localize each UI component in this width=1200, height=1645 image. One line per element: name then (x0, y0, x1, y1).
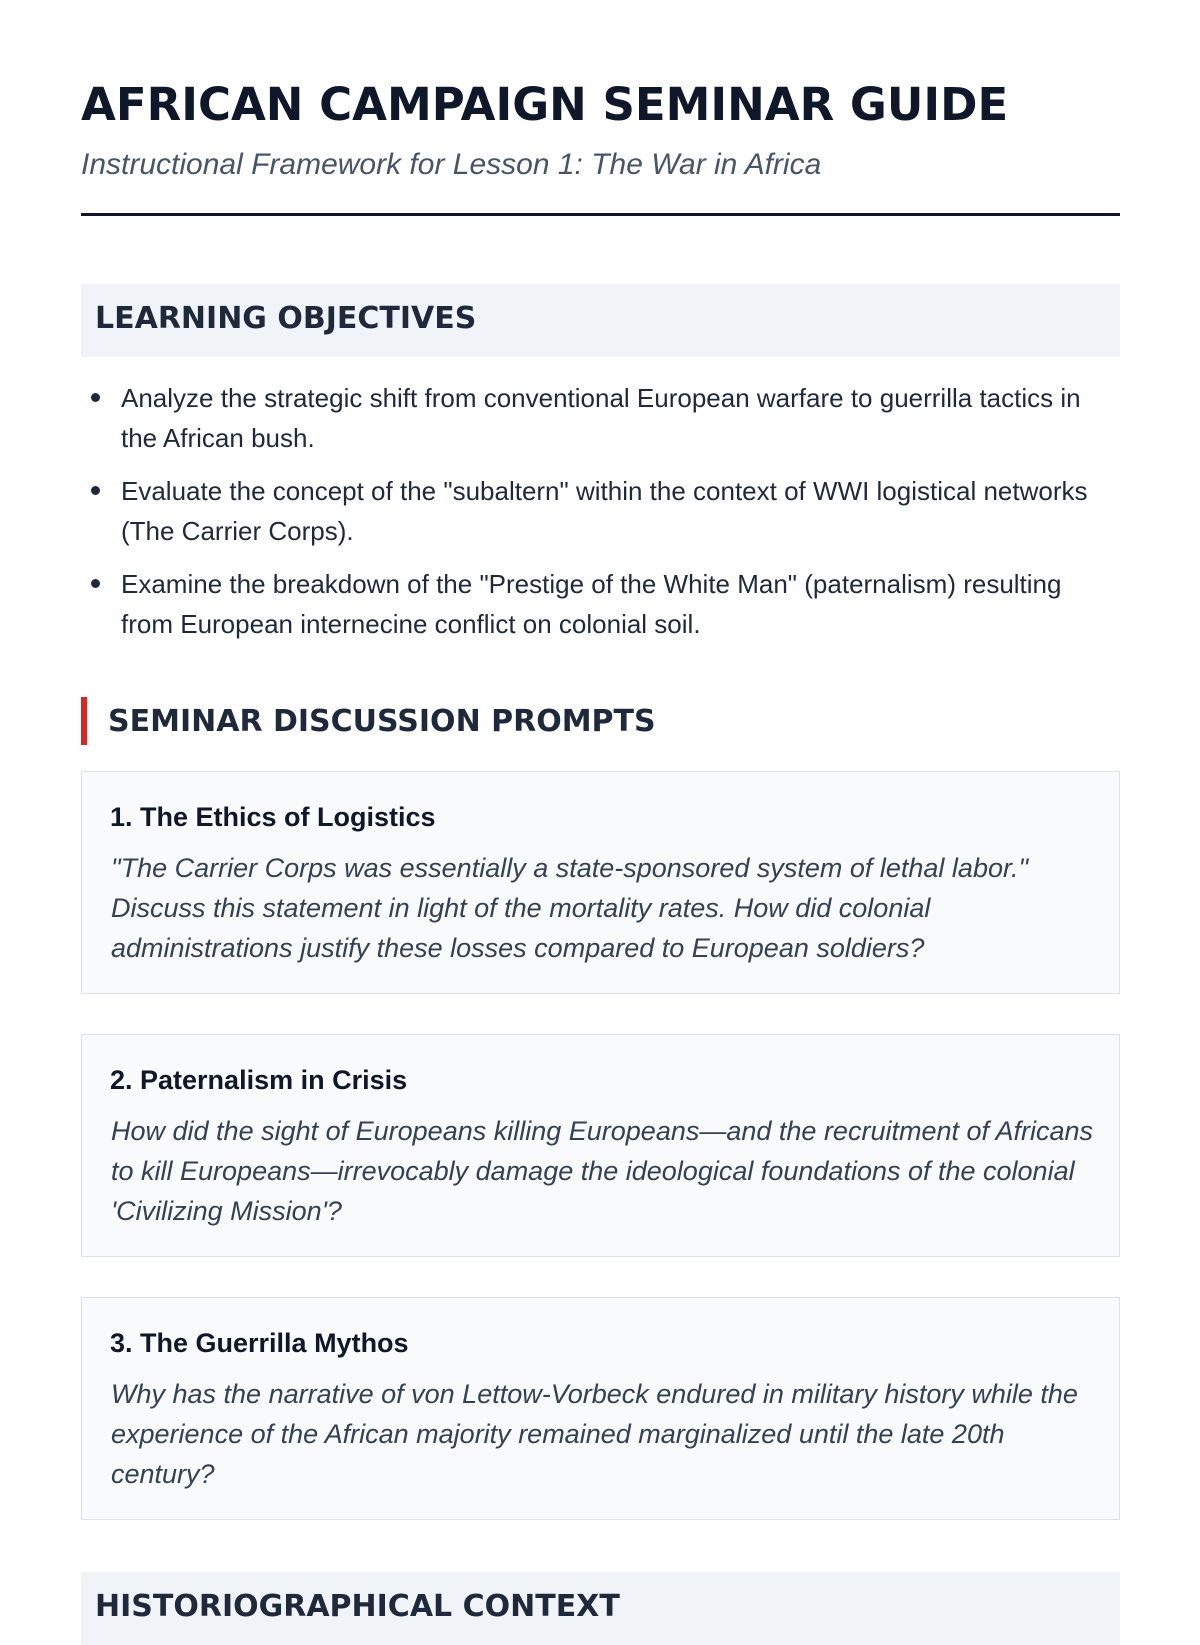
learning-objectives-heading: LEARNING OBJECTIVES (95, 301, 477, 336)
page-title: AFRICAN CAMPAIGN SEMINAR GUIDE (81, 78, 1009, 131)
list-item (81, 564, 1120, 644)
prompt-title: 2. Paternalism in Crisis (110, 1065, 408, 1095)
title-divider (81, 213, 1120, 216)
learning-objectives-header (81, 284, 1120, 357)
bullet-icon (91, 393, 100, 402)
prompt-text: Why has the narrative of von Lettow-Vorbeck endured in military history while the experience of the African majority remained marginalized until the late 20th century? (111, 1379, 1078, 1489)
prompt-text: "The Carrier Corps was essentially a state-sponsored system of lethal labor." Discuss this statement in light of the mortality rates. How did colonial administrations justify these losses compared to European soldiers? (111, 853, 1029, 963)
prompt-card-guerrilla-mythos (81, 1297, 1120, 1520)
list-item (81, 378, 1120, 458)
list-item (81, 471, 1120, 551)
prompt-text: How did the sight of Europeans killing Europeans—and the recruitment of Africans to kill Europeans—irrevocably damage the ideological foundations of the colonial 'Civilizing Mission'? (111, 1116, 1094, 1226)
objective-text: Examine the breakdown of the "Prestige of the White Man" (paternalism) resulting from European internecine conflict on colonial soil. (121, 569, 1062, 639)
historiographical-context-header (81, 1572, 1120, 1645)
prompt-title: 1. The Ethics of Logistics (110, 802, 436, 832)
prompt-card-paternalism-in-crisis (81, 1034, 1120, 1257)
bullet-icon (91, 579, 100, 588)
bullet-icon (91, 486, 100, 495)
discussion-prompts-header (81, 697, 1126, 745)
learning-objectives-list (81, 378, 1120, 657)
prompt-title: 3. The Guerrilla Mythos (110, 1328, 409, 1358)
prompt-card-ethics-of-logistics (81, 771, 1120, 994)
discussion-prompts-heading: SEMINAR DISCUSSION PROMPTS (108, 704, 656, 739)
page-subtitle: Instructional Framework for Lesson 1: The War in Africa (81, 148, 822, 181)
objective-text: Analyze the strategic shift from conventional European warfare to guerrilla tactics in the African bush. (121, 383, 1081, 453)
historiographical-context-heading: HISTORIOGRAPHICAL CONTEXT (95, 1589, 620, 1624)
objective-text: Evaluate the concept of the "subaltern" within the context of WWI logistical networks (The Carrier Corps). (121, 476, 1088, 546)
